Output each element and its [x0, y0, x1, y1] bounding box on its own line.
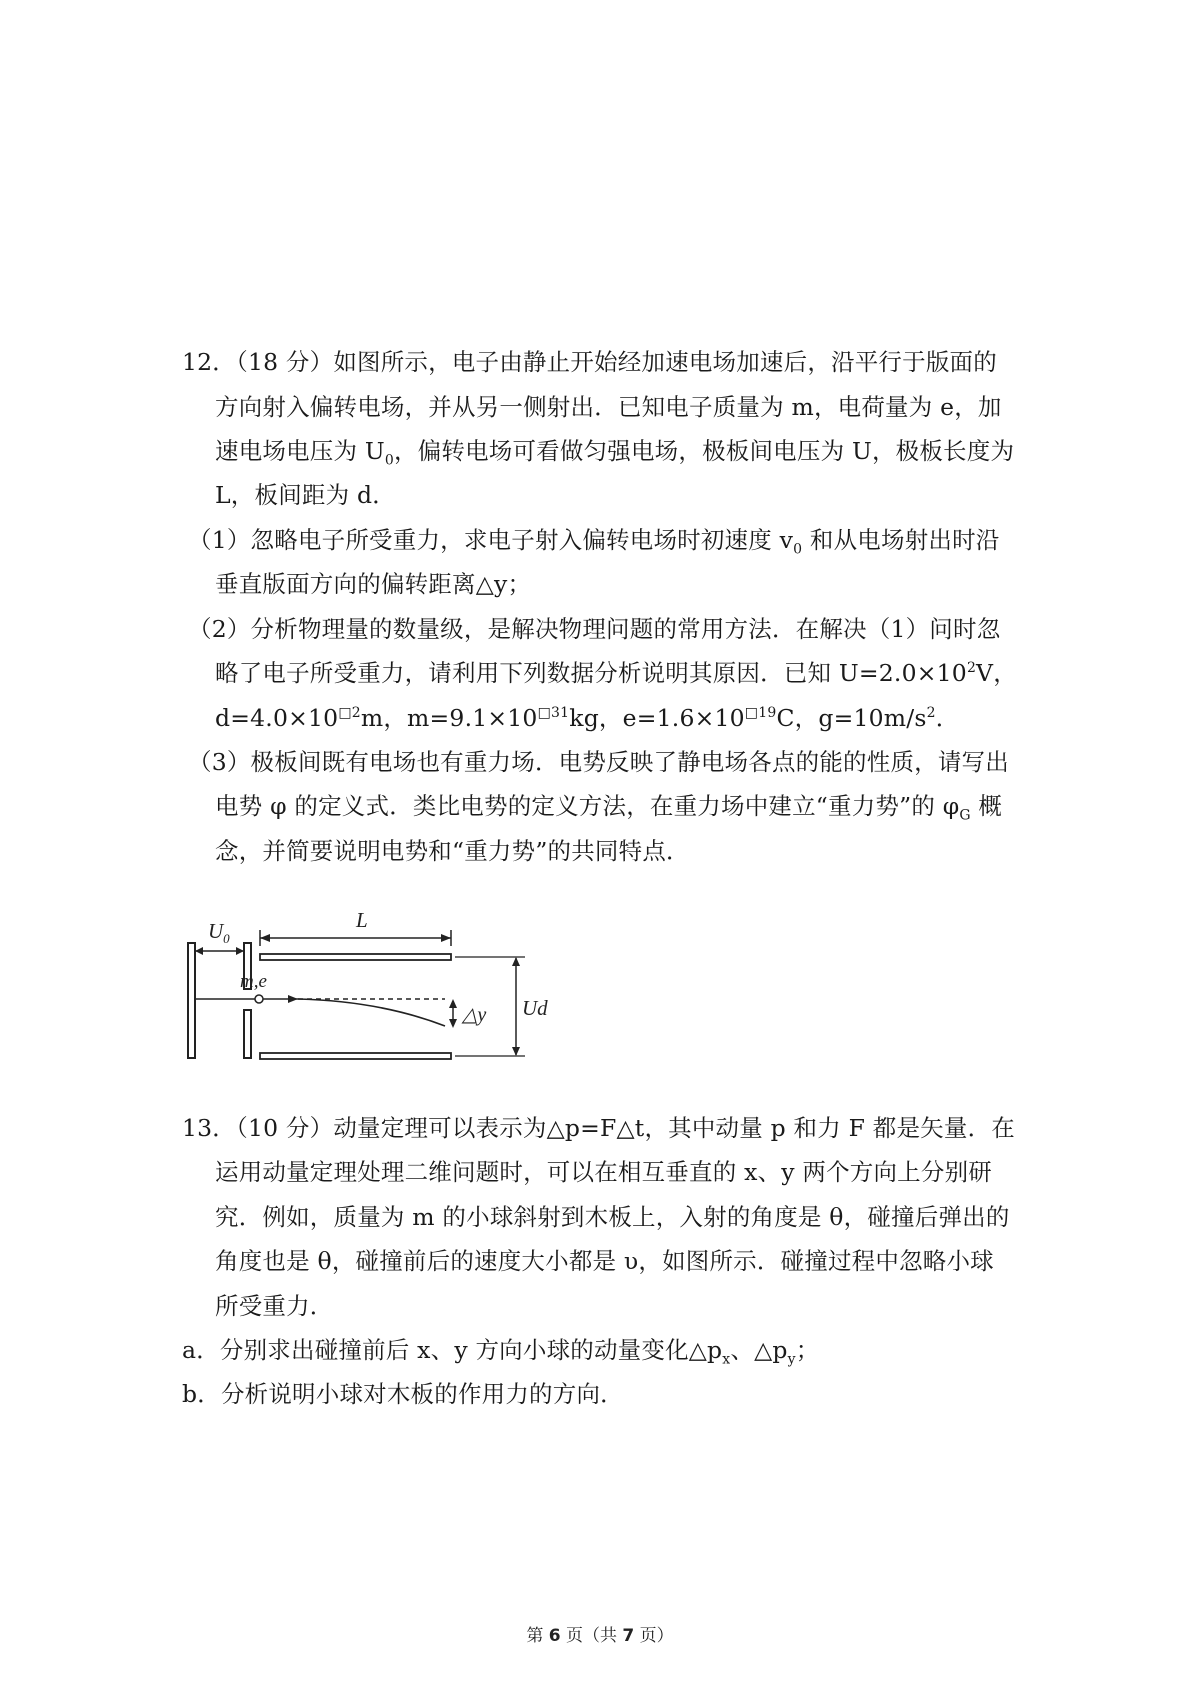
dy-arrow-up [449, 999, 457, 1008]
l-arrow-right [441, 934, 451, 942]
u0-label: $U_0$ [208, 919, 230, 946]
q13-line-4: 角度也是 θ，碰撞前后的速度大小都是 υ，如图所示．碰撞过程中忽略小球 [215, 1247, 994, 1275]
ud-arrow-down [512, 1047, 520, 1056]
u0-arrow-left [195, 947, 203, 955]
footer-total-pages: 7 [622, 1626, 635, 1646]
q12-line-2: 方向射入偏转电场，并从另一侧射出．已知电子质量为 m，电荷量为 e，加 [215, 393, 1002, 421]
ud-arrow-up [512, 957, 520, 966]
q13-part-b: b．分析说明小球对木板的作用力的方向． [182, 1380, 624, 1408]
q12-part2-line-1: （2）分析物理量的数量级，是解决物理问题的常用方法．在解决（1）问时忽 [188, 615, 1001, 643]
q13-line-3: 究．例如，质量为 m 的小球斜射到木板上，入射的角度是 θ，碰撞后弹出的 [215, 1203, 1010, 1231]
q12-part2-line-2: 略了电子所受重力，请利用下列数据分析说明其原因．已知 $U=2.0\times 10^2V$， [215, 659, 1017, 687]
q13-line-5: 所受重力． [215, 1292, 334, 1320]
deflect-plate-top [260, 954, 451, 960]
deflection-diagram [180, 900, 600, 1060]
footer-page-number: 6 [548, 1626, 561, 1646]
q13-line-1: 13．（10 分）动量定理可以表示为△p=F△t，其中动量 p 和力 F 都是矢量．在 [182, 1114, 1015, 1142]
q12-line-3: 速电场电压为 $U_0$，偏转电场可看做匀强电场，极板间电压为 U，极板长度为 [215, 437, 1015, 469]
electron-arrow [288, 995, 298, 1003]
deflect-plate-bottom [260, 1053, 451, 1059]
q12-part3-line-3: 念，并简要说明电势和“重力势”的共同特点． [215, 837, 690, 865]
accel-plate-right-bottom [244, 1010, 251, 1058]
electron-dot [255, 995, 263, 1003]
l-label: L [356, 908, 368, 932]
dy-label: △y [462, 1004, 487, 1026]
q12-part3-line-2: 电势 φ 的定义式．类比电势的定义方法，在重力场中建立“重力势”的 $\varphi_G$ 概 [215, 792, 1003, 824]
q13-line-2: 运用动量定理处理二维问题时，可以在相互垂直的 x、y 两个方向上分别研 [215, 1158, 992, 1186]
q12-part1-line-2: 垂直版面方向的偏转距离△y； [215, 570, 532, 598]
q12-part1-line-1: （1）忽略电子所受重力，求电子射入偏转电场时初速度 $v_0$ 和从电场射出时沿 [188, 526, 1000, 558]
electron-trajectory [298, 999, 445, 1026]
q12-part2-line-3: $d=4.0\times 10^{□2}m$，$m=9.1\times 10^{□31}kg$，$e=1.6\times 10^{□19}C$，$g=10m/s^2$． [215, 704, 960, 732]
u0-arrow-right [236, 947, 244, 955]
q12-line-4: L，板间距为 d． [215, 481, 396, 509]
q12-line-1: 12．（18 分）如图所示，电子由静止开始经加速电场加速后，沿平行于版面的 [182, 348, 997, 376]
q13-part-a: a．分别求出碰撞前后 x、y 方向小球的动量变化$\triangle p_x$、$\triangle p_y$； [182, 1336, 820, 1368]
electron-label: m,e [240, 971, 267, 992]
dy-arrow-down [449, 1019, 457, 1028]
accel-plate-left [188, 943, 195, 1058]
l-arrow-left [260, 934, 270, 942]
page-footer: 第 6 页（共 7 页） [526, 1626, 674, 1646]
q12-part3-line-1: （3）极板间既有电场也有重力场．电势反映了静电场各点的能的性质，请写出 [188, 748, 1009, 776]
ud-label: Ud [522, 996, 548, 1020]
